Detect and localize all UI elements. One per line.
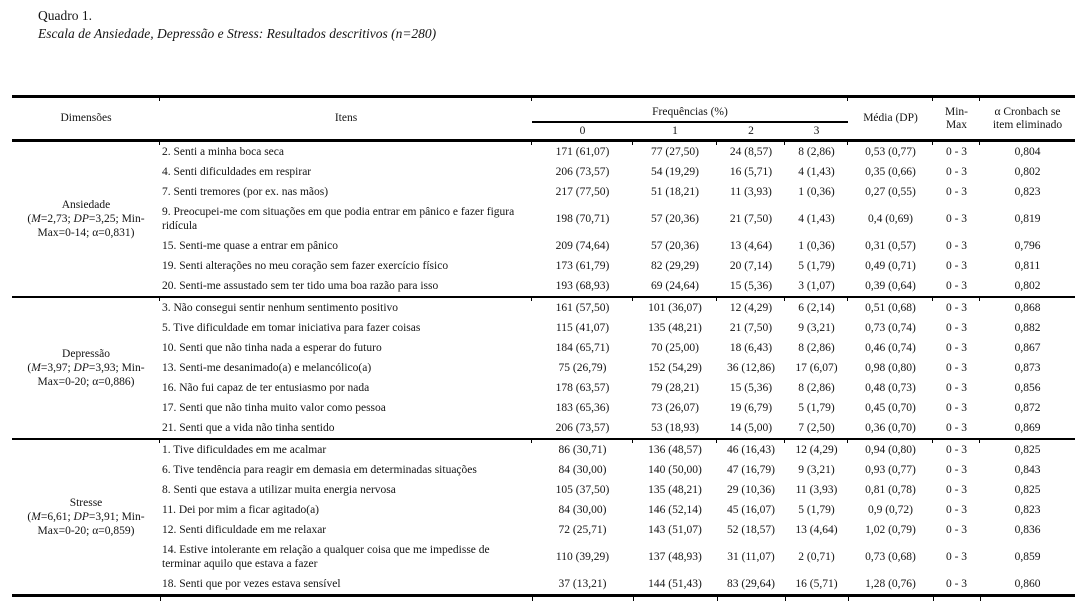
mean-cell: 0,48 (0,73)	[865, 382, 916, 394]
mean-cell: 0,81 (0,78)	[865, 484, 916, 496]
mean-cell: 0,31 (0,57)	[865, 240, 916, 252]
freq-0-cell: 178 (63,57)	[555, 382, 610, 394]
item-cell: 14. Estive intolerante em relação a qualquer coisa que me impedisse de terminar aquilo que estava a fazer	[162, 544, 490, 570]
table-row	[12, 398, 1075, 418]
freq-1-cell: 54 (19,29)	[651, 166, 699, 178]
freq-0-cell: 198 (70,71)	[555, 213, 610, 225]
alpha-cell: 0,859	[1014, 551, 1041, 563]
freq-0-cell: 206 (73,57)	[555, 166, 610, 178]
freq-2-cell: 16 (5,71)	[729, 166, 773, 178]
freq-0-cell: 105 (37,50)	[555, 484, 610, 496]
freq-2-cell: 15 (5,36)	[729, 280, 773, 292]
freq-0-cell: 37 (13,21)	[558, 578, 607, 590]
table-number: Quadro 1.	[38, 8, 92, 23]
minmax-cell: 0 - 3	[945, 524, 968, 536]
rule-tick	[933, 597, 934, 601]
rule-tick	[633, 597, 634, 601]
freq-1-cell: 152 (54,29)	[648, 362, 702, 374]
freq-1-cell: 135 (48,21)	[648, 484, 702, 496]
col-header-items: Itens	[160, 97, 532, 141]
mean-cell: 0,46 (0,74)	[865, 342, 916, 354]
freq-2-cell: 21 (7,50)	[729, 213, 773, 225]
freq-0-cell: 183 (65,36)	[555, 402, 610, 414]
minmax-header-line2: Max	[945, 118, 968, 131]
freq-1-cell: 57 (20,36)	[651, 213, 699, 225]
freq-1-cell: 70 (25,00)	[651, 342, 699, 354]
item-cell: 8. Senti que estava a utilizar muita energia nervosa	[162, 484, 396, 496]
table-row	[12, 520, 1075, 540]
alpha-cell: 0,802	[1014, 280, 1041, 292]
freq-3-cell: 13 (4,64)	[795, 524, 838, 536]
mean-cell: 0,93 (0,77)	[865, 464, 916, 476]
minmax-cell: 0 - 3	[945, 280, 968, 292]
dimension-stats: (M=6,61; DP=3,91; Min-	[27, 511, 145, 523]
col-header-mean: Média (DP)	[848, 97, 933, 141]
minmax-cell: 0 - 3	[945, 504, 968, 516]
freq-3-cell: 5 (1,79)	[798, 402, 835, 414]
alpha-cell: 0,825	[1014, 484, 1041, 496]
mean-cell: 0,49 (0,71)	[865, 260, 916, 272]
freq-2-cell: 11 (3,93)	[730, 186, 772, 198]
freq-1-cell: 53 (18,93)	[651, 422, 699, 434]
freq-2-cell: 14 (5,00)	[729, 422, 773, 434]
item-cell: 16. Não fui capaz de ter entusiasmo por nada	[162, 382, 370, 394]
freq-0-cell: 75 (26,79)	[558, 362, 607, 374]
alpha-cell: 0,873	[1014, 362, 1041, 374]
freq-2-cell: 45 (16,07)	[727, 504, 775, 516]
item-cell: 3. Não consegui sentir nenhum sentimento positivo	[160, 297, 532, 318]
freq-3-cell: 6 (2,14)	[785, 297, 848, 318]
freq-0-cell: 84 (30,00)	[558, 504, 607, 516]
mean-cell: 0,27 (0,55)	[865, 186, 916, 198]
dimension-name: Ansiedade	[61, 199, 111, 211]
mean-cell: 0,39 (0,64)	[865, 280, 916, 292]
item-cell: 12. Senti dificuldade em me relaxar	[162, 524, 327, 536]
minmax-cell: 0 - 3	[945, 578, 968, 590]
freq-3-cell: 12 (4,29)	[785, 439, 848, 460]
freq-2-cell: 29 (10,36)	[727, 484, 775, 496]
table-row	[12, 540, 1075, 574]
alpha-cell: 0,819	[1014, 213, 1041, 225]
dimension-group	[12, 439, 1075, 596]
col-header-cronbach	[980, 97, 1075, 141]
item-cell: 7. Senti tremores (por ex. nas mãos)	[162, 186, 329, 198]
dimension-cell	[12, 297, 160, 439]
freq-0-cell: 217 (77,50)	[555, 186, 610, 198]
table-row	[12, 256, 1075, 276]
freq-3-cell: 2 (0,71)	[798, 551, 835, 563]
freq-1-cell: 69 (24,64)	[651, 280, 699, 292]
minmax-cell: 0 - 3	[945, 240, 968, 252]
table-title-block	[38, 7, 436, 43]
header-row-1	[12, 97, 1075, 123]
minmax-cell: 0 - 3	[945, 464, 968, 476]
rule-tick	[785, 597, 786, 601]
alpha-cell: 0,825	[980, 439, 1075, 460]
mean-cell: 0,51 (0,68)	[848, 297, 933, 318]
freq-2-cell: 19 (6,79)	[729, 402, 773, 414]
item-cell: 6. Tive tendência para reagir em demasia em determinadas situações	[162, 464, 477, 476]
mean-cell: 0,53 (0,77)	[848, 141, 933, 163]
rule-tick	[160, 597, 161, 601]
results-table-wrap	[12, 95, 1075, 597]
minmax-cell: 0 - 3	[945, 213, 968, 225]
freq-3-cell: 8 (2,86)	[785, 141, 848, 163]
mean-cell: 0,36 (0,70)	[865, 422, 916, 434]
minmax-cell: 0 - 3	[945, 551, 968, 563]
freq-2-cell: 83 (29,64)	[727, 578, 775, 590]
table-caption: Escala de Ansiedade, Depressão e Stress: Resultados descritivos (n=280)	[38, 26, 437, 41]
freq-3-cell: 17 (6,07)	[795, 362, 838, 374]
dimension-stats: (M=3,97; DP=3,93; Min-	[27, 362, 145, 374]
dimension-stats: Max=0-20; α=0,859)	[37, 525, 135, 537]
freq-0-cell: 209 (74,64)	[555, 240, 610, 252]
cronbach-header-line2: item eliminado	[992, 118, 1063, 131]
alpha-cell: 0,868	[980, 297, 1075, 318]
item-cell: 19. Senti alterações no meu coração sem fazer exercício físico	[162, 260, 449, 272]
freq-1-cell: 101 (36,07)	[633, 297, 717, 318]
freq-2-cell: 13 (4,64)	[729, 240, 773, 252]
freq-1-cell: 77 (27,50)	[633, 141, 717, 163]
minmax-cell: 0 - 3	[945, 422, 968, 434]
freq-1-cell: 143 (51,07)	[648, 524, 702, 536]
item-cell: 10. Senti que não tinha nada a esperar do futuro	[162, 342, 382, 354]
col-header-dimensions: Dimensões	[12, 97, 160, 141]
freq-3-cell: 8 (2,86)	[798, 342, 835, 354]
alpha-cell: 0,836	[1014, 524, 1041, 536]
freq-3-cell: 9 (3,21)	[798, 322, 835, 334]
rule-tick	[980, 597, 981, 601]
table-row	[12, 236, 1075, 256]
table-header	[12, 97, 1075, 141]
freq-1-cell: 135 (48,21)	[648, 322, 702, 334]
col-header-freq-0: 0	[532, 122, 633, 141]
freq-3-cell: 5 (1,79)	[798, 504, 835, 516]
freq-3-cell: 1 (0,36)	[798, 240, 835, 252]
freq-2-cell: 15 (5,36)	[729, 382, 773, 394]
freq-1-cell: 146 (52,14)	[648, 504, 702, 516]
minmax-cell: 0 - 3	[933, 141, 980, 163]
dimension-cell	[12, 141, 160, 298]
col-header-freq-2: 2	[717, 122, 785, 141]
mean-cell: 0,45 (0,70)	[865, 402, 916, 414]
freq-2-cell: 47 (16,79)	[727, 464, 775, 476]
table-row	[12, 378, 1075, 398]
freq-3-cell: 8 (2,86)	[798, 382, 835, 394]
freq-1-cell: 144 (51,43)	[648, 578, 702, 590]
freq-3-cell: 9 (3,21)	[798, 464, 835, 476]
rule-tick	[717, 597, 718, 601]
table-row	[12, 439, 1075, 460]
alpha-cell: 0,867	[1014, 342, 1041, 354]
item-cell: 4. Senti dificuldades em respirar	[162, 166, 312, 178]
alpha-cell: 0,811	[1014, 260, 1041, 272]
item-cell: 21. Senti que a vida não tinha sentido	[162, 422, 335, 434]
table-row	[12, 338, 1075, 358]
table-row	[12, 318, 1075, 338]
mean-cell: 0,35 (0,66)	[865, 166, 916, 178]
mean-cell: 1,28 (0,76)	[865, 578, 916, 590]
col-header-frequencies: Frequências (%)	[532, 97, 848, 123]
col-header-freq-3: 3	[785, 122, 848, 141]
item-cell: 11. Dei por mim a ficar agitado(a)	[162, 504, 319, 516]
item-cell: 1. Tive dificuldades em me acalmar	[160, 439, 532, 460]
freq-2-cell: 18 (6,43)	[729, 342, 773, 354]
alpha-cell: 0,823	[1014, 186, 1041, 198]
table-row	[12, 418, 1075, 439]
freq-2-cell: 24 (8,57)	[717, 141, 785, 163]
table-row	[12, 480, 1075, 500]
freq-0-cell: 161 (57,50)	[532, 297, 633, 318]
item-cell: 18. Senti que por vezes estava sensível	[162, 578, 341, 590]
freq-3-cell: 4 (1,43)	[798, 166, 835, 178]
minmax-cell: 0 - 3	[933, 297, 980, 318]
minmax-header-line1: Min-	[945, 105, 968, 118]
item-cell: 2. Senti a minha boca seca	[160, 141, 532, 163]
item-cell: 5. Tive dificuldade em tomar iniciativa para fazer coisas	[162, 322, 421, 334]
freq-0-cell: 173 (61,79)	[555, 260, 610, 272]
alpha-cell: 0,843	[1014, 464, 1041, 476]
freq-0-cell: 72 (25,71)	[558, 524, 607, 536]
freq-1-cell: 57 (20,36)	[651, 240, 699, 252]
freq-0-cell: 171 (61,07)	[532, 141, 633, 163]
alpha-cell: 0,856	[1014, 382, 1041, 394]
item-cell: 20. Senti-me assustado sem ter tido uma boa razão para isso	[162, 280, 439, 292]
minmax-cell: 0 - 3	[945, 260, 968, 272]
alpha-cell: 0,802	[1014, 166, 1041, 178]
item-cell: 15. Senti-me quase a entrar em pânico	[162, 240, 338, 252]
mean-cell: 0,73 (0,68)	[865, 551, 916, 563]
freq-2-cell: 20 (7,14)	[729, 260, 773, 272]
dimension-group	[12, 141, 1075, 298]
alpha-cell: 0,823	[1014, 504, 1041, 516]
item-cell: 9. Preocupei-me com situações em que podia entrar em pânico e fazer figura ridícula	[162, 206, 515, 232]
freq-1-cell: 82 (29,29)	[651, 260, 699, 272]
freq-0-cell: 193 (68,93)	[555, 280, 610, 292]
mean-cell: 0,73 (0,74)	[865, 322, 916, 334]
freq-2-cell: 31 (11,07)	[727, 551, 775, 563]
freq-0-cell: 184 (65,71)	[555, 342, 610, 354]
minmax-cell: 0 - 3	[945, 382, 968, 394]
freq-3-cell: 7 (2,50)	[798, 422, 835, 434]
alpha-cell: 0,869	[1014, 422, 1041, 434]
freq-3-cell: 3 (1,07)	[798, 280, 835, 292]
col-header-minmax	[933, 97, 980, 141]
dimension-group	[12, 297, 1075, 439]
table-row	[12, 162, 1075, 182]
alpha-cell: 0,804	[980, 141, 1075, 163]
freq-2-cell: 52 (18,57)	[727, 524, 775, 536]
freq-0-cell: 206 (73,57)	[555, 422, 610, 434]
cronbach-header-line1: α Cronbach se	[994, 105, 1061, 118]
minmax-cell: 0 - 3	[945, 362, 968, 374]
alpha-cell: 0,860	[1014, 578, 1041, 590]
table-row	[12, 574, 1075, 596]
table-row	[12, 141, 1075, 163]
freq-3-cell: 4 (1,43)	[798, 213, 835, 225]
minmax-cell: 0 - 3	[945, 322, 968, 334]
results-table	[12, 95, 1075, 597]
mean-cell: 0,98 (0,80)	[865, 362, 916, 374]
freq-3-cell: 5 (1,79)	[798, 260, 835, 272]
mean-cell: 0,4 (0,69)	[867, 213, 914, 225]
minmax-cell: 0 - 3	[945, 186, 968, 198]
freq-2-cell: 46 (16,43)	[717, 439, 785, 460]
freq-1-cell: 140 (50,00)	[648, 464, 702, 476]
mean-cell: 0,9 (0,72)	[867, 504, 914, 516]
dimension-stats: Max=0-14; α=0,831)	[37, 227, 135, 239]
mean-cell: 0,94 (0,80)	[848, 439, 933, 460]
freq-0-cell: 84 (30,00)	[558, 464, 607, 476]
table-row	[12, 182, 1075, 202]
table-row	[12, 460, 1075, 480]
table-row	[12, 358, 1075, 378]
col-header-freq-1: 1	[633, 122, 717, 141]
alpha-cell: 0,796	[1014, 240, 1041, 252]
freq-3-cell: 1 (0,36)	[798, 186, 835, 198]
table-row	[12, 276, 1075, 297]
alpha-cell: 0,882	[1014, 322, 1041, 334]
freq-3-cell: 11 (3,93)	[795, 484, 838, 496]
freq-1-cell: 137 (48,93)	[648, 551, 702, 563]
freq-1-cell: 136 (48,57)	[633, 439, 717, 460]
minmax-cell: 0 - 3	[945, 342, 968, 354]
rule-tick	[532, 597, 533, 601]
freq-0-cell: 86 (30,71)	[532, 439, 633, 460]
alpha-cell: 0,872	[1014, 402, 1041, 414]
dimension-name: Depressão	[62, 348, 110, 360]
freq-1-cell: 51 (18,21)	[651, 186, 699, 198]
dimension-stats: Max=0-20; α=0,886)	[37, 376, 135, 388]
item-cell: 17. Senti que não tinha muito valor como pessoa	[162, 402, 386, 414]
freq-0-cell: 110 (39,29)	[555, 551, 610, 563]
freq-2-cell: 36 (12,86)	[727, 362, 775, 374]
freq-2-cell: 21 (7,50)	[729, 322, 773, 334]
freq-3-cell: 16 (5,71)	[795, 578, 838, 590]
minmax-cell: 0 - 3	[945, 166, 968, 178]
item-cell: 13. Senti-me desanimado(a) e melancólico(a)	[162, 362, 372, 374]
rule-tick	[848, 597, 849, 601]
table-row	[12, 500, 1075, 520]
dimension-stats: (M=2,73; DP=3,25; Min-	[27, 213, 145, 225]
table-row	[12, 202, 1075, 236]
minmax-cell: 0 - 3	[933, 439, 980, 460]
freq-0-cell: 115 (41,07)	[555, 322, 610, 334]
table-row	[12, 297, 1075, 318]
dimension-name: Stresse	[69, 497, 103, 509]
freq-2-cell: 12 (4,29)	[717, 297, 785, 318]
minmax-cell: 0 - 3	[945, 402, 968, 414]
mean-cell: 1,02 (0,79)	[865, 524, 916, 536]
dimension-cell	[12, 439, 160, 596]
freq-1-cell: 79 (28,21)	[651, 382, 699, 394]
freq-1-cell: 73 (26,07)	[651, 402, 699, 414]
minmax-cell: 0 - 3	[945, 484, 968, 496]
